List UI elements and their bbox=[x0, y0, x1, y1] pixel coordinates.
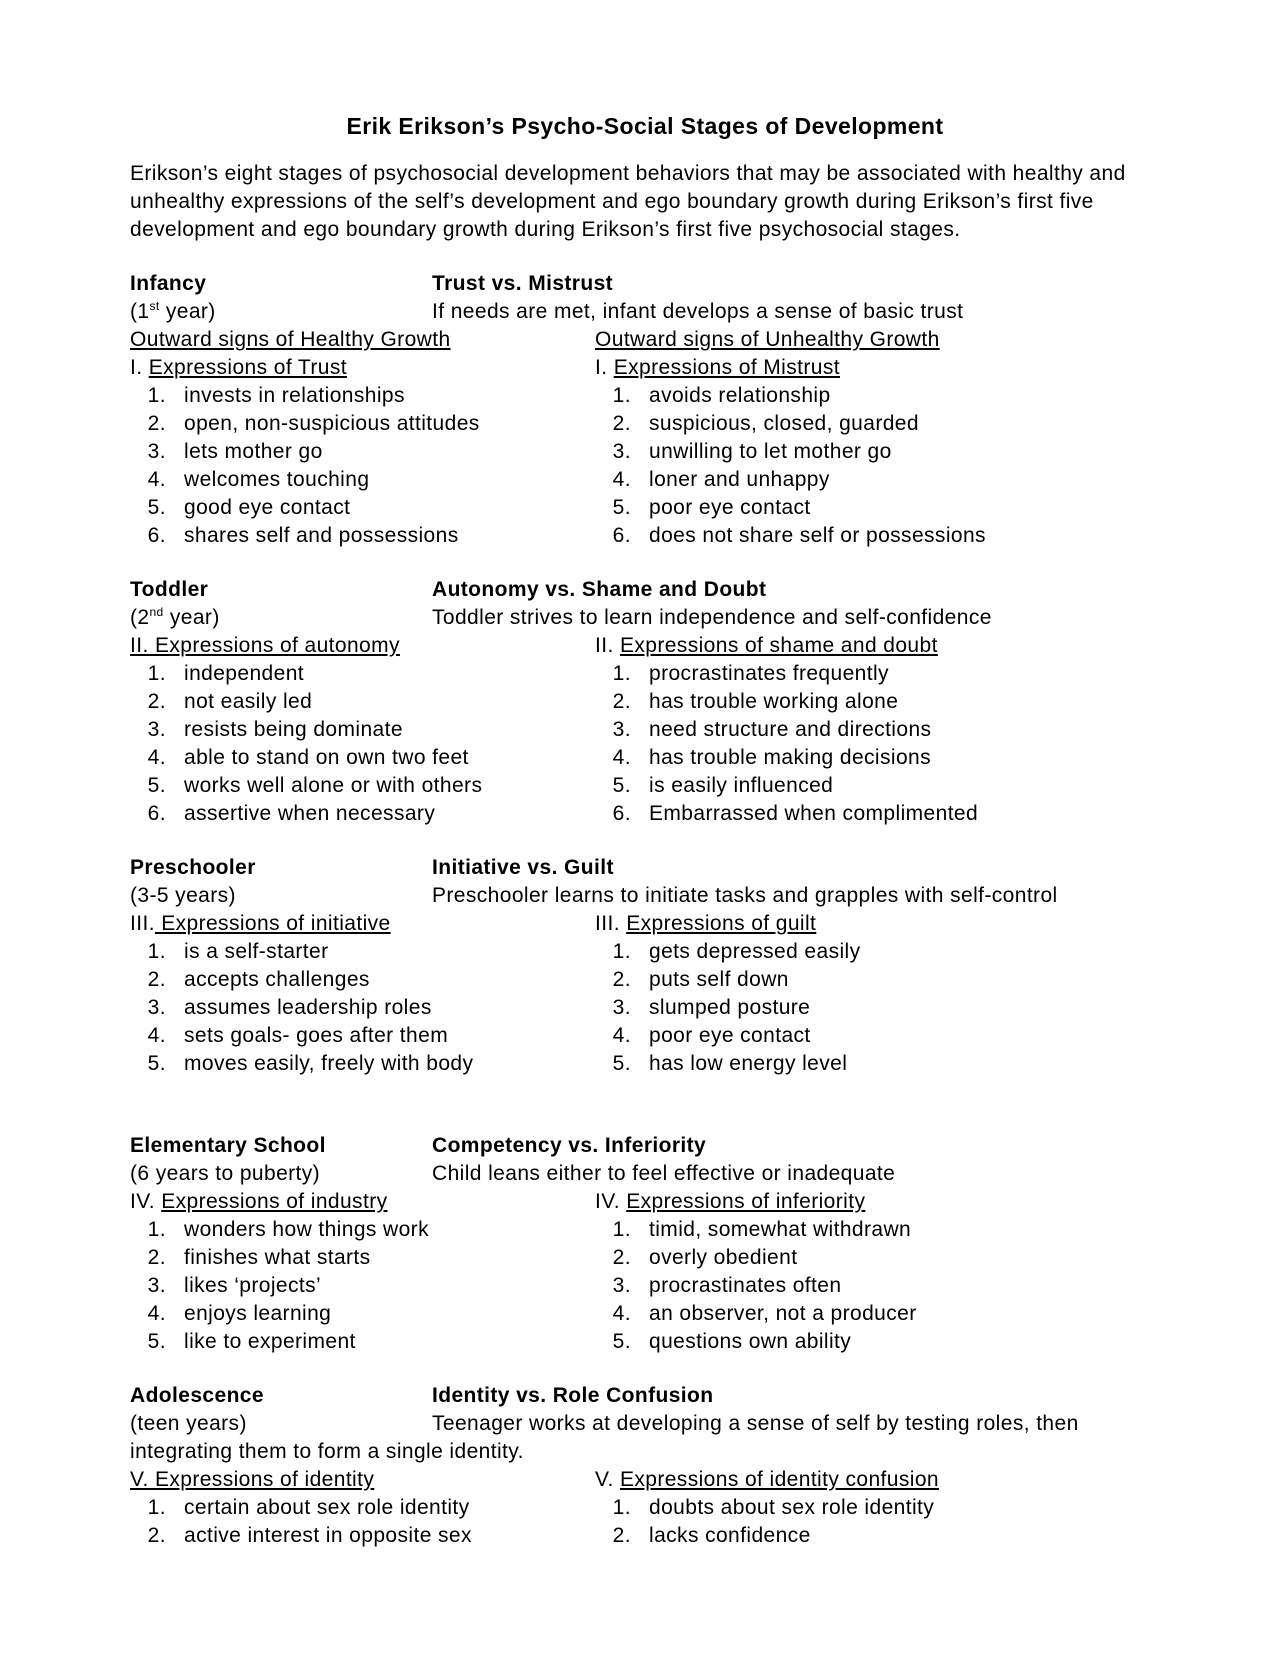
healthy-item-text: welcomes touching bbox=[184, 468, 370, 491]
unhealthy-list-item bbox=[595, 1328, 851, 1356]
list-number: 1. bbox=[147, 662, 166, 685]
stage-age bbox=[130, 1160, 320, 1188]
healthy-list-item bbox=[130, 466, 369, 494]
list-number: 1. bbox=[612, 940, 631, 963]
healthy-expressions-title bbox=[130, 1466, 374, 1494]
unhealthy-item-text: lacks confidence bbox=[649, 1524, 811, 1547]
unhealthy-item-text: suspicious, closed, guarded bbox=[649, 412, 919, 435]
unhealthy-prefix: II. bbox=[595, 634, 620, 657]
stage-name: Toddler bbox=[130, 578, 209, 601]
stage-age-row bbox=[130, 882, 1160, 910]
stage-crisis: Trust vs. Mistrust bbox=[432, 272, 614, 295]
stage-age-ordinal: st bbox=[149, 299, 160, 313]
unhealthy-expressions-title bbox=[595, 1466, 939, 1494]
stage-age-suffix: year) bbox=[163, 606, 220, 629]
list-number: 4. bbox=[147, 1302, 166, 1325]
unhealthy-item-text: has trouble making decisions bbox=[649, 746, 932, 769]
stage-name: Preschooler bbox=[130, 856, 256, 879]
list-row bbox=[130, 994, 1160, 1022]
unhealthy-item-text: timid, somewhat withdrawn bbox=[649, 1218, 912, 1241]
unhealthy-item-text: procrastinates often bbox=[649, 1274, 842, 1297]
unhealthy-item-text: loner and unhappy bbox=[649, 468, 830, 491]
stage-age-text: (2 bbox=[130, 606, 150, 629]
healthy-list-item bbox=[130, 800, 435, 828]
stage-spacer bbox=[130, 550, 1160, 576]
unhealthy-expressions-title bbox=[595, 354, 840, 382]
expressions-row bbox=[130, 354, 1160, 382]
unhealthy-expressions-title bbox=[595, 910, 816, 938]
expressions-row bbox=[130, 910, 1160, 938]
unhealthy-list-item bbox=[595, 688, 898, 716]
healthy-list-item bbox=[130, 1244, 371, 1272]
unhealthy-item-text: has trouble working alone bbox=[649, 690, 899, 713]
healthy-growth-header: Outward signs of Healthy Growth bbox=[130, 328, 451, 351]
list-number: 5. bbox=[147, 496, 166, 519]
list-number: 2. bbox=[612, 968, 631, 991]
unhealthy-item-text: slumped posture bbox=[649, 996, 811, 1019]
unhealthy-list-item bbox=[595, 772, 833, 800]
list-row bbox=[130, 438, 1160, 466]
stage-description: Preschooler learns to initiate tasks and grapples with self-control bbox=[432, 884, 1058, 907]
healthy-prefix: IV. bbox=[130, 1190, 162, 1213]
list-row bbox=[130, 1272, 1160, 1300]
list-row bbox=[130, 410, 1160, 438]
list-number: 1. bbox=[612, 662, 631, 685]
list-number: 4. bbox=[612, 746, 631, 769]
stage-heading-row bbox=[130, 270, 1160, 298]
list-row bbox=[130, 744, 1160, 772]
unhealthy-expressions-title bbox=[595, 1188, 865, 1216]
stage-age-text: (1 bbox=[130, 300, 150, 323]
list-row bbox=[130, 1022, 1160, 1050]
stage-crisis: Identity vs. Role Confusion bbox=[432, 1384, 714, 1407]
list-row bbox=[130, 382, 1160, 410]
healthy-item-text: not easily led bbox=[184, 690, 313, 713]
expressions-row bbox=[130, 1188, 1160, 1216]
list-number: 3. bbox=[147, 996, 166, 1019]
stage-age-row bbox=[130, 1160, 1160, 1188]
list-number: 2. bbox=[147, 968, 166, 991]
list-number: 2. bbox=[147, 1246, 166, 1269]
healthy-list-item bbox=[130, 382, 405, 410]
list-row bbox=[130, 772, 1160, 800]
unhealthy-item-text: gets depressed easily bbox=[649, 940, 861, 963]
stage-crisis: Competency vs. Inferiority bbox=[432, 1134, 707, 1157]
unhealthy-item-text: Embarrassed when complimented bbox=[649, 802, 979, 825]
intro-paragraph: Erikson’s eight stages of psychosocial development behaviors that may be associated with healthy and unhealthy expressions of the self’s development and ego boundary growth during Erikson’s first five development and ego boundary growth during Erikson’s first five psychosocial stages. bbox=[130, 162, 1126, 241]
list-number: 3. bbox=[147, 718, 166, 741]
healthy-expressions-title bbox=[130, 354, 347, 382]
stage-age bbox=[130, 604, 220, 632]
unhealthy-list-item bbox=[595, 1494, 934, 1522]
healthy-list-item bbox=[130, 1494, 470, 1522]
unhealthy-expressions-title bbox=[595, 632, 938, 660]
list-number: 4. bbox=[612, 468, 631, 491]
list-row bbox=[130, 966, 1160, 994]
healthy-list-item bbox=[130, 438, 323, 466]
unhealthy-item-text: is easily influenced bbox=[649, 774, 834, 797]
stage-age-text: (3-5 years) bbox=[130, 884, 236, 907]
stage-spacer bbox=[130, 1078, 1160, 1132]
list-number: 5. bbox=[612, 1052, 631, 1075]
stage-spacer bbox=[130, 828, 1160, 854]
list-row bbox=[130, 1300, 1160, 1328]
list-row bbox=[130, 1328, 1160, 1356]
document-page bbox=[130, 110, 1160, 1550]
stage-description: Toddler strives to learn independence and self-confidence bbox=[432, 606, 992, 629]
unhealthy-list-item bbox=[595, 382, 831, 410]
list-row bbox=[130, 1522, 1160, 1550]
list-number: 3. bbox=[612, 996, 631, 1019]
stage-age-row bbox=[130, 298, 1160, 326]
unhealthy-list-item bbox=[595, 522, 986, 550]
list-number: 2. bbox=[612, 412, 631, 435]
stage-name: Infancy bbox=[130, 272, 207, 295]
healthy-list-item bbox=[130, 1328, 356, 1356]
unhealthy-list-item bbox=[595, 966, 789, 994]
list-number: 5. bbox=[612, 496, 631, 519]
unhealthy-item-text: questions own ability bbox=[649, 1330, 852, 1353]
healthy-item-text: enjoys learning bbox=[184, 1302, 332, 1325]
stage-section bbox=[130, 854, 1160, 1078]
list-row bbox=[130, 938, 1160, 966]
list-row bbox=[130, 800, 1160, 828]
healthy-list-item bbox=[130, 522, 459, 550]
healthy-list-item bbox=[130, 938, 329, 966]
healthy-title: Expressions of initiative bbox=[154, 912, 391, 935]
list-number: 5. bbox=[147, 1330, 166, 1353]
healthy-list-item bbox=[130, 660, 304, 688]
healthy-item-text: independent bbox=[184, 662, 305, 685]
healthy-prefix: III. bbox=[130, 912, 155, 935]
list-number: 3. bbox=[147, 440, 166, 463]
healthy-item-text: able to stand on own two feet bbox=[184, 746, 469, 769]
list-number: 1. bbox=[147, 1496, 166, 1519]
unhealthy-list-item bbox=[595, 1244, 797, 1272]
healthy-item-text: resists being dominate bbox=[184, 718, 403, 741]
list-number: 5. bbox=[147, 1052, 166, 1075]
list-row bbox=[130, 522, 1160, 550]
healthy-list-item bbox=[130, 1522, 472, 1550]
healthy-item-text: wonders how things work bbox=[184, 1218, 429, 1241]
stage-crisis: Autonomy vs. Shame and Doubt bbox=[432, 578, 767, 601]
healthy-list-item bbox=[130, 1022, 448, 1050]
unhealthy-list-item bbox=[595, 1522, 811, 1550]
stage-age-text: (teen years) bbox=[130, 1412, 247, 1435]
list-number: 1. bbox=[147, 384, 166, 407]
unhealthy-growth-header: Outward signs of Unhealthy Growth bbox=[595, 328, 940, 351]
list-number: 2. bbox=[147, 690, 166, 713]
healthy-item-text: lets mother go bbox=[184, 440, 323, 463]
unhealthy-list-item bbox=[595, 1050, 847, 1078]
list-number: 6. bbox=[147, 524, 166, 547]
list-number: 3. bbox=[612, 440, 631, 463]
unhealthy-list-item bbox=[595, 744, 931, 772]
healthy-item-text: certain about sex role identity bbox=[184, 1496, 470, 1519]
list-number: 6. bbox=[612, 524, 631, 547]
healthy-item-text: assertive when necessary bbox=[184, 802, 436, 825]
list-number: 2. bbox=[612, 690, 631, 713]
stage-heading-row bbox=[130, 854, 1160, 882]
unhealthy-prefix: IV. bbox=[595, 1190, 627, 1213]
healthy-list-item bbox=[130, 1272, 321, 1300]
list-number: 1. bbox=[147, 940, 166, 963]
list-row bbox=[130, 1494, 1160, 1522]
stage-crisis: Initiative vs. Guilt bbox=[432, 856, 614, 879]
unhealthy-item-text: need structure and directions bbox=[649, 718, 932, 741]
unhealthy-item-text: does not share self or possessions bbox=[649, 524, 986, 547]
list-number: 4. bbox=[147, 1024, 166, 1047]
list-number: 3. bbox=[147, 1274, 166, 1297]
unhealthy-list-item bbox=[595, 494, 811, 522]
unhealthy-title: Expressions of guilt bbox=[626, 912, 817, 935]
unhealthy-list-item bbox=[595, 1300, 917, 1328]
unhealthy-list-item bbox=[595, 438, 892, 466]
list-number: 1. bbox=[612, 384, 631, 407]
unhealthy-list-item bbox=[595, 410, 919, 438]
unhealthy-prefix: I. bbox=[595, 356, 614, 379]
healthy-title: Expressions of Trust bbox=[148, 356, 347, 379]
healthy-prefix: I. bbox=[130, 356, 149, 379]
healthy-item-text: moves easily, freely with body bbox=[184, 1052, 474, 1075]
healthy-list-item bbox=[130, 994, 432, 1022]
healthy-expressions-title bbox=[130, 910, 391, 938]
healthy-item-text: good eye contact bbox=[184, 496, 351, 519]
unhealthy-item-text: poor eye contact bbox=[649, 1024, 811, 1047]
healthy-list-item bbox=[130, 772, 482, 800]
stage-heading-row bbox=[130, 1382, 1160, 1410]
unhealthy-prefix: V. bbox=[595, 1468, 620, 1491]
healthy-list-item bbox=[130, 1216, 429, 1244]
stage-age-suffix: year) bbox=[159, 300, 216, 323]
list-number: 5. bbox=[612, 774, 631, 797]
stage-age-row bbox=[130, 1410, 1160, 1466]
stage-description: If needs are met, infant develops a sense of basic trust bbox=[432, 300, 964, 323]
list-row bbox=[130, 688, 1160, 716]
unhealthy-item-text: an observer, not a producer bbox=[649, 1302, 917, 1325]
unhealthy-item-text: poor eye contact bbox=[649, 496, 811, 519]
expressions-row bbox=[130, 632, 1160, 660]
stage-section bbox=[130, 576, 1160, 828]
healthy-title: II. Expressions of autonomy bbox=[130, 634, 400, 657]
stage-section bbox=[130, 1132, 1160, 1356]
stage-spacer bbox=[130, 1356, 1160, 1382]
list-number: 2. bbox=[612, 1246, 631, 1269]
unhealthy-item-text: doubts about sex role identity bbox=[649, 1496, 935, 1519]
list-number: 3. bbox=[612, 1274, 631, 1297]
healthy-expressions-title bbox=[130, 1188, 387, 1216]
list-number: 5. bbox=[147, 774, 166, 797]
list-row bbox=[130, 1216, 1160, 1244]
list-number: 1. bbox=[612, 1218, 631, 1241]
stage-age bbox=[130, 298, 216, 326]
list-number: 1. bbox=[612, 1496, 631, 1519]
list-number: 4. bbox=[147, 746, 166, 769]
list-number: 4. bbox=[612, 1302, 631, 1325]
stage-section bbox=[130, 1382, 1160, 1550]
stage-description: Child leans either to feel effective or inadequate bbox=[432, 1162, 896, 1185]
unhealthy-list-item bbox=[595, 1272, 841, 1300]
list-row bbox=[130, 1244, 1160, 1272]
growth-headers-row bbox=[130, 326, 1160, 354]
healthy-item-text: active interest in opposite sex bbox=[184, 1524, 472, 1547]
list-number: 2. bbox=[612, 1524, 631, 1547]
stage-heading-row bbox=[130, 576, 1160, 604]
unhealthy-item-text: avoids relationship bbox=[649, 384, 831, 407]
stages-container bbox=[130, 270, 1160, 1550]
list-row bbox=[130, 716, 1160, 744]
unhealthy-list-item bbox=[595, 1022, 811, 1050]
unhealthy-list-item bbox=[595, 660, 889, 688]
list-row bbox=[130, 466, 1160, 494]
healthy-item-text: shares self and possessions bbox=[184, 524, 459, 547]
healthy-item-text: assumes leadership roles bbox=[184, 996, 432, 1019]
stage-section bbox=[130, 270, 1160, 550]
list-number: 4. bbox=[612, 1024, 631, 1047]
healthy-list-item bbox=[130, 744, 469, 772]
document-title: Erik Erikson’s Psycho-Social Stages of Development bbox=[346, 113, 944, 139]
stage-name: Adolescence bbox=[130, 1384, 264, 1407]
stage-age-row bbox=[130, 604, 1160, 632]
healthy-expressions-title bbox=[130, 632, 400, 660]
healthy-list-item bbox=[130, 1300, 331, 1328]
healthy-item-text: sets goals- goes after them bbox=[184, 1024, 449, 1047]
list-number: 4. bbox=[147, 468, 166, 491]
healthy-item-text: like to experiment bbox=[184, 1330, 356, 1353]
unhealthy-item-text: procrastinates frequently bbox=[649, 662, 889, 685]
stage-age bbox=[130, 1410, 247, 1438]
unhealthy-list-item bbox=[595, 716, 931, 744]
unhealthy-title: Expressions of Mistrust bbox=[613, 356, 840, 379]
healthy-list-item bbox=[130, 688, 312, 716]
unhealthy-prefix: III. bbox=[595, 912, 627, 935]
stage-age-text: (6 years to puberty) bbox=[130, 1162, 321, 1185]
stage-description: Teenager works at developing a sense of self by testing roles, then integrating them to form a single identity. bbox=[130, 1412, 1079, 1463]
list-number: 3. bbox=[612, 718, 631, 741]
healthy-item-text: is a self-starter bbox=[184, 940, 329, 963]
unhealthy-item-text: overly obedient bbox=[649, 1246, 798, 1269]
stage-age bbox=[130, 882, 236, 910]
unhealthy-list-item bbox=[595, 994, 810, 1022]
unhealthy-list-item bbox=[595, 800, 978, 828]
list-number: 6. bbox=[147, 802, 166, 825]
stage-name: Elementary School bbox=[130, 1134, 326, 1157]
unhealthy-item-text: has low energy level bbox=[649, 1052, 848, 1075]
healthy-title: Expressions of industry bbox=[161, 1190, 388, 1213]
healthy-item-text: invests in relationships bbox=[184, 384, 405, 407]
healthy-list-item bbox=[130, 410, 480, 438]
list-number: 2. bbox=[147, 1524, 166, 1547]
healthy-list-item bbox=[130, 494, 350, 522]
stage-heading-row bbox=[130, 1132, 1160, 1160]
list-number: 6. bbox=[612, 802, 631, 825]
list-number: 2. bbox=[147, 412, 166, 435]
list-number: 5. bbox=[612, 1330, 631, 1353]
unhealthy-title: Expressions of shame and doubt bbox=[619, 634, 938, 657]
unhealthy-title: Expressions of inferiority bbox=[626, 1190, 866, 1213]
list-number: 1. bbox=[147, 1218, 166, 1241]
unhealthy-item-text: puts self down bbox=[649, 968, 789, 991]
list-row bbox=[130, 1050, 1160, 1078]
healthy-list-item bbox=[130, 716, 403, 744]
healthy-item-text: likes ‘projects’ bbox=[184, 1274, 322, 1297]
unhealthy-list-item bbox=[595, 466, 830, 494]
expressions-row bbox=[130, 1466, 1160, 1494]
healthy-list-item bbox=[130, 1050, 473, 1078]
unhealthy-list-item bbox=[595, 1216, 911, 1244]
unhealthy-item-text: unwilling to let mother go bbox=[649, 440, 892, 463]
unhealthy-title: Expressions of identity confusion bbox=[619, 1468, 939, 1491]
healthy-item-text: open, non-suspicious attitudes bbox=[184, 412, 480, 435]
unhealthy-list-item bbox=[595, 938, 861, 966]
stage-age-ordinal: nd bbox=[149, 605, 164, 619]
healthy-item-text: finishes what starts bbox=[184, 1246, 371, 1269]
healthy-title: V. Expressions of identity bbox=[130, 1468, 375, 1491]
list-row bbox=[130, 660, 1160, 688]
healthy-list-item bbox=[130, 966, 370, 994]
list-row bbox=[130, 494, 1160, 522]
healthy-item-text: works well alone or with others bbox=[184, 774, 483, 797]
healthy-item-text: accepts challenges bbox=[184, 968, 370, 991]
